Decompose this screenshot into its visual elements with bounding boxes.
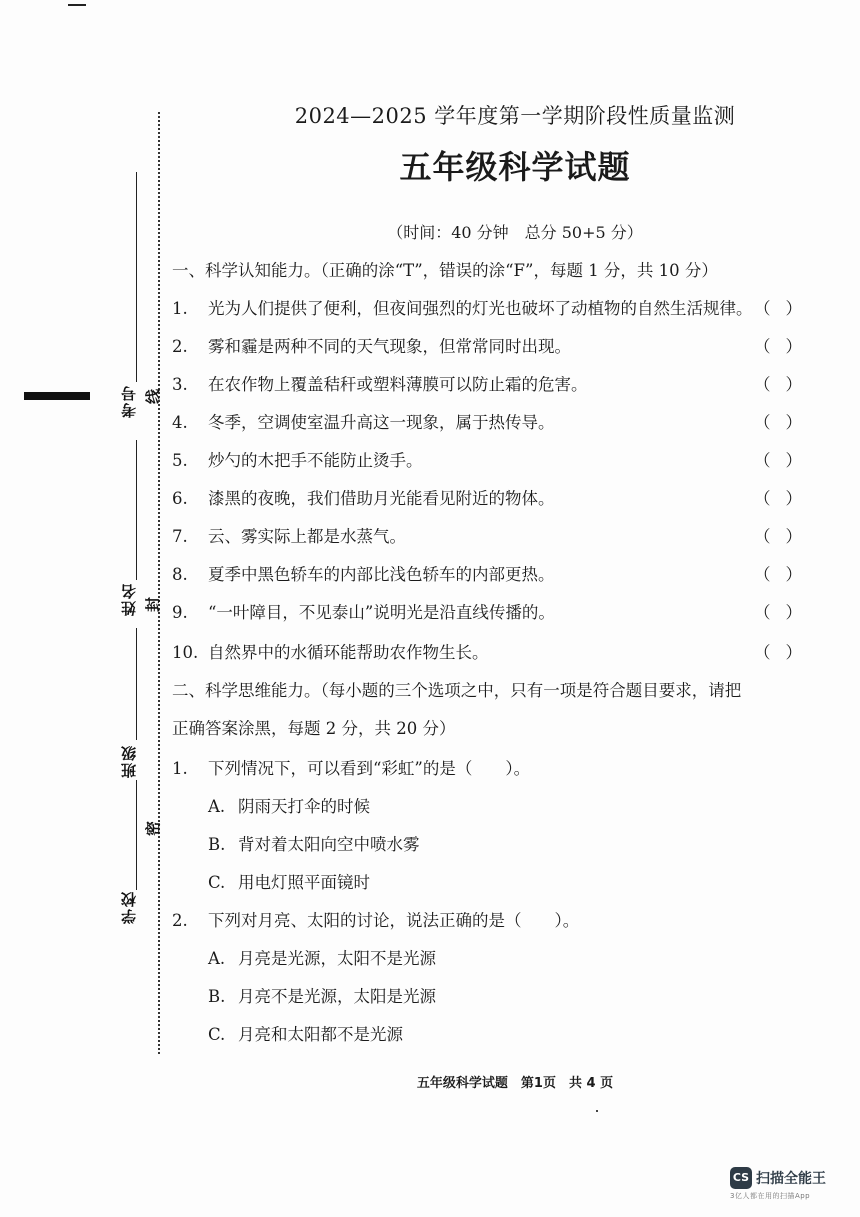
- question-text: 在农作物上覆盖秸秆或塑料薄膜可以防止霜的危害。: [208, 375, 588, 394]
- page-footer: 五年级科学试题 第1页 共 4 页: [416, 1076, 614, 1091]
- option-text: 月亮不是光源，太阳是光源: [238, 987, 436, 1006]
- answer-blank[interactable]: （ ）: [754, 413, 802, 432]
- option-letter: C.: [208, 1025, 226, 1044]
- binding-label-class: 班级: [120, 744, 138, 778]
- mc-question: [172, 902, 812, 940]
- section-2-heading-line-2: 正确答案涂黑，每题 2 分，共 20 分）: [172, 719, 456, 738]
- question-text: 炒勺的木把手不能防止烫手。: [208, 451, 423, 470]
- watermark-logo: [730, 1167, 840, 1189]
- mc-option[interactable]: [208, 1016, 808, 1054]
- question-number: 9.: [172, 603, 188, 622]
- mc-option[interactable]: [208, 864, 808, 902]
- exam-subtitle: 2024—2025 学年度第一学期阶段性质量监测: [294, 104, 736, 128]
- binding-line-name: [136, 440, 137, 580]
- option-text: 背对着太阳向空中喷水雾: [238, 835, 420, 854]
- binding-label-exam-number: 考号: [120, 384, 138, 418]
- question-number: 4.: [172, 413, 188, 432]
- question-text: 漆黑的夜晚，我们借助月光能看见附近的物体。: [208, 489, 555, 508]
- mc-option[interactable]: [208, 788, 808, 826]
- mc-option[interactable]: [208, 826, 808, 864]
- binding-line-class: [136, 628, 137, 740]
- tf-question: [172, 404, 812, 442]
- answer-blank[interactable]: （ ）: [754, 527, 802, 546]
- mc-option[interactable]: [208, 940, 808, 978]
- section-2-heading-line-1: 二、科学思维能力。（每小题的三个选项之中，只有一项是符合题目要求，请把: [172, 681, 742, 700]
- tf-question: [172, 366, 812, 404]
- exam-title: 五年级科学试题: [399, 148, 631, 186]
- binding-dotted-line: [158, 112, 160, 1054]
- question-number: 2.: [172, 337, 188, 356]
- option-text: 用电灯照平面镜时: [238, 873, 370, 892]
- question-number: 3.: [172, 375, 188, 394]
- watermark-name: 扫描全能王: [756, 1171, 826, 1187]
- tf-question: [172, 442, 812, 480]
- binding-line-exam-number: [136, 172, 137, 382]
- mc-question: [172, 750, 812, 788]
- question-text: 下列对月亮、太阳的讨论，说法正确的是（ ）。: [208, 911, 580, 930]
- option-letter: C.: [208, 873, 226, 892]
- tf-question: [172, 594, 812, 632]
- answer-blank[interactable]: （ ）: [754, 643, 802, 662]
- question-text: 冬季，空调使室温升高这一现象，属于热传导。: [208, 413, 555, 432]
- binding-label-name: 姓名: [120, 582, 138, 616]
- answer-blank[interactable]: （ ）: [754, 603, 802, 622]
- question-text: “一叶障目，不见泰山”说明光是沿直线传播的。: [208, 603, 555, 622]
- section-1-heading: 一、科学认知能力。（正确的涂“T”，错误的涂“F”，每题 1 分，共 10 分）: [172, 261, 718, 280]
- question-number: 1.: [172, 299, 188, 318]
- question-number: 2.: [172, 911, 188, 930]
- tf-question: [172, 480, 812, 518]
- option-letter: A.: [208, 949, 226, 968]
- question-text: 下列情况下，可以看到“彩虹”的是（ ）。: [208, 759, 531, 778]
- question-text: 雾和霾是两种不同的天气现象，但常常同时出现。: [208, 337, 571, 356]
- option-letter: B.: [208, 987, 226, 1006]
- question-number: 10.: [172, 643, 199, 662]
- tf-question: [172, 556, 812, 594]
- watermark-tagline: 3亿人都在用的扫描App: [730, 1192, 811, 1200]
- question-number: 6.: [172, 489, 188, 508]
- tf-question: [172, 290, 812, 328]
- seal-char-line: 线: [144, 388, 163, 405]
- answer-blank[interactable]: （ ）: [754, 451, 802, 470]
- answer-blank[interactable]: （ ）: [754, 375, 802, 394]
- question-text: 夏季中黑色轿车的内部比浅色轿车的内部更热。: [208, 565, 555, 584]
- option-text: 月亮是光源，太阳不是光源: [238, 949, 436, 968]
- question-text: 光为人们提供了便利，但夜间强烈的灯光也破坏了动植物的自然生活规律。: [208, 299, 753, 318]
- scanner-watermark: [730, 1167, 840, 1201]
- tf-question: [172, 634, 812, 672]
- binding-label-school: 学校: [120, 890, 138, 924]
- answer-blank[interactable]: （ ）: [754, 337, 802, 356]
- exam-meta: （时间：40 分钟 总分 50+5 分）: [387, 223, 643, 242]
- option-text: 月亮和太阳都不是光源: [238, 1025, 403, 1044]
- seal-char-secret: 密: [144, 820, 163, 837]
- mc-option[interactable]: [208, 978, 808, 1016]
- option-text: 阴雨天打伞的时候: [238, 797, 370, 816]
- question-number: 7.: [172, 527, 188, 546]
- question-text: 云、雾实际上都是水蒸气。: [208, 527, 406, 546]
- answer-blank[interactable]: （ ）: [754, 489, 802, 508]
- scan-speck: [596, 1110, 598, 1112]
- question-number: 5.: [172, 451, 188, 470]
- answer-blank[interactable]: （ ）: [754, 299, 802, 318]
- question-number: 1.: [172, 759, 188, 778]
- tf-question: [172, 518, 812, 556]
- question-number: 8.: [172, 565, 188, 584]
- seal-char-seal: 封: [144, 596, 163, 613]
- option-letter: A.: [208, 797, 226, 816]
- question-text: 自然界中的水循环能帮助农作物生长。: [208, 643, 489, 662]
- redaction-bar: [24, 392, 90, 400]
- camscanner-icon: CS: [730, 1167, 752, 1189]
- option-letter: B.: [208, 835, 226, 854]
- scan-mark: [68, 4, 86, 6]
- tf-question: [172, 328, 812, 366]
- section-2-heading: [172, 672, 812, 748]
- answer-blank[interactable]: （ ）: [754, 565, 802, 584]
- binding-line-school: [136, 780, 137, 890]
